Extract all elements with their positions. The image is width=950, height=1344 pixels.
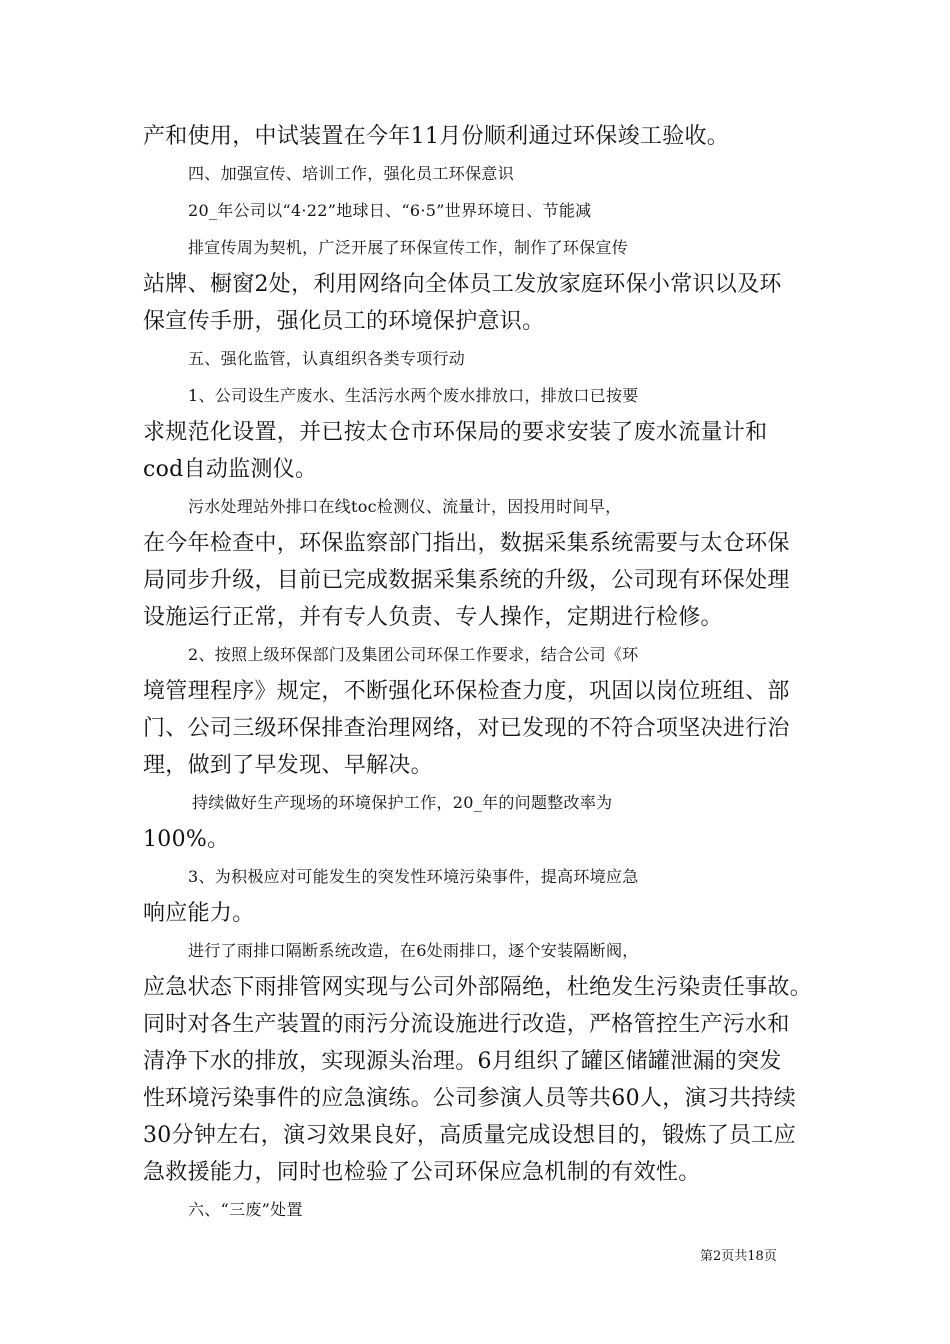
section-heading: 五、强化监管，认真组织各类专项行动 <box>188 349 466 368</box>
text-line: 产和使用，中试装置在今年11月份顺利通过环保竣工验收。 <box>143 124 730 149</box>
section-heading: 四、加强宣传、培训工作，强化员工环保意识 <box>188 164 515 183</box>
text-line: 20_年公司以“4·22”地球日、“6·5”世界环境日、节能减 <box>188 201 592 220</box>
text-line: 清净下水的排放，实现源头治理。6月组织了罐区储罐泄漏的突发 <box>143 1049 782 1074</box>
text-line: 100%。 <box>143 827 230 852</box>
text-line: cod自动监测仪。 <box>143 457 318 482</box>
text-line: 理，做到了早发现、早解决。 <box>143 753 433 778</box>
text-line: 持续做好生产现场的环境保护工作，20_年的问题整改率为 <box>192 793 613 812</box>
text-line: 局同步升级，目前已完成数据采集系统的升级，公司现有环保处理 <box>143 568 790 593</box>
text-line: 排宣传周为契机，广泛开展了环保宣传工作，制作了环保宣传 <box>188 238 629 257</box>
text-line: 3、为积极应对可能发生的突发性环境污染事件，提高环境应急 <box>188 867 639 886</box>
section-heading: 六、“三废”处置 <box>188 1200 303 1219</box>
text-line: 站牌、橱窗2处，利用网络向全体员工发放家庭环保小常识以及环 <box>143 272 782 297</box>
text-line: 进行了雨排口隔断系统改造，在6处雨排口，逐个安装隔断阀， <box>188 941 639 960</box>
text-line: 在今年检查中，环保监察部门指出，数据采集系统需要与太仓环保 <box>143 531 790 556</box>
text-line: 2、按照上级环保部门及集团公司环保工作要求，结合公司《环 <box>188 645 639 664</box>
text-line: 保宣传手册，强化员工的环境保护意识。 <box>143 309 545 334</box>
text-line: 污水处理站外排口在线toc检测仪、流量计，因投用时间早， <box>188 497 622 516</box>
text-line: 设施运行正常，并有专人负责、专人操作，定期进行检修。 <box>143 605 723 630</box>
text-line: 境管理程序》规定，不断强化环保检查力度，巩固以岗位班组、部 <box>143 679 790 704</box>
text-line: 应急状态下雨排管网实现与公司外部隔绝，杜绝发生污染责任事故。 <box>143 975 813 1000</box>
text-line: 30分钟左右，演习效果良好，高质量完成设想目的，锻炼了员工应 <box>143 1123 796 1148</box>
text-line: 性环境污染事件的应急演练。公司参演人员等共60人，演习共持续 <box>143 1086 796 1111</box>
text-line: 门、公司三级环保排查治理网络，对已发现的不符合项坚决进行治 <box>143 716 790 741</box>
text-line: 急救援能力，同时也检验了公司环保应急机制的有效性。 <box>143 1160 701 1185</box>
text-line: 1、公司设生产废水、生活污水两个废水排放口，排放口已按要 <box>188 386 639 405</box>
page-number-footer: 第2页共18页 <box>700 1249 777 1264</box>
text-line: 求规范化设置，并已按太仓市环保局的要求安装了废水流量计和 <box>143 420 768 445</box>
text-line: 响应能力。 <box>143 901 255 926</box>
text-line: 同时对各生产装置的雨污分流设施进行改造，严格管控生产污水和 <box>143 1012 790 1037</box>
